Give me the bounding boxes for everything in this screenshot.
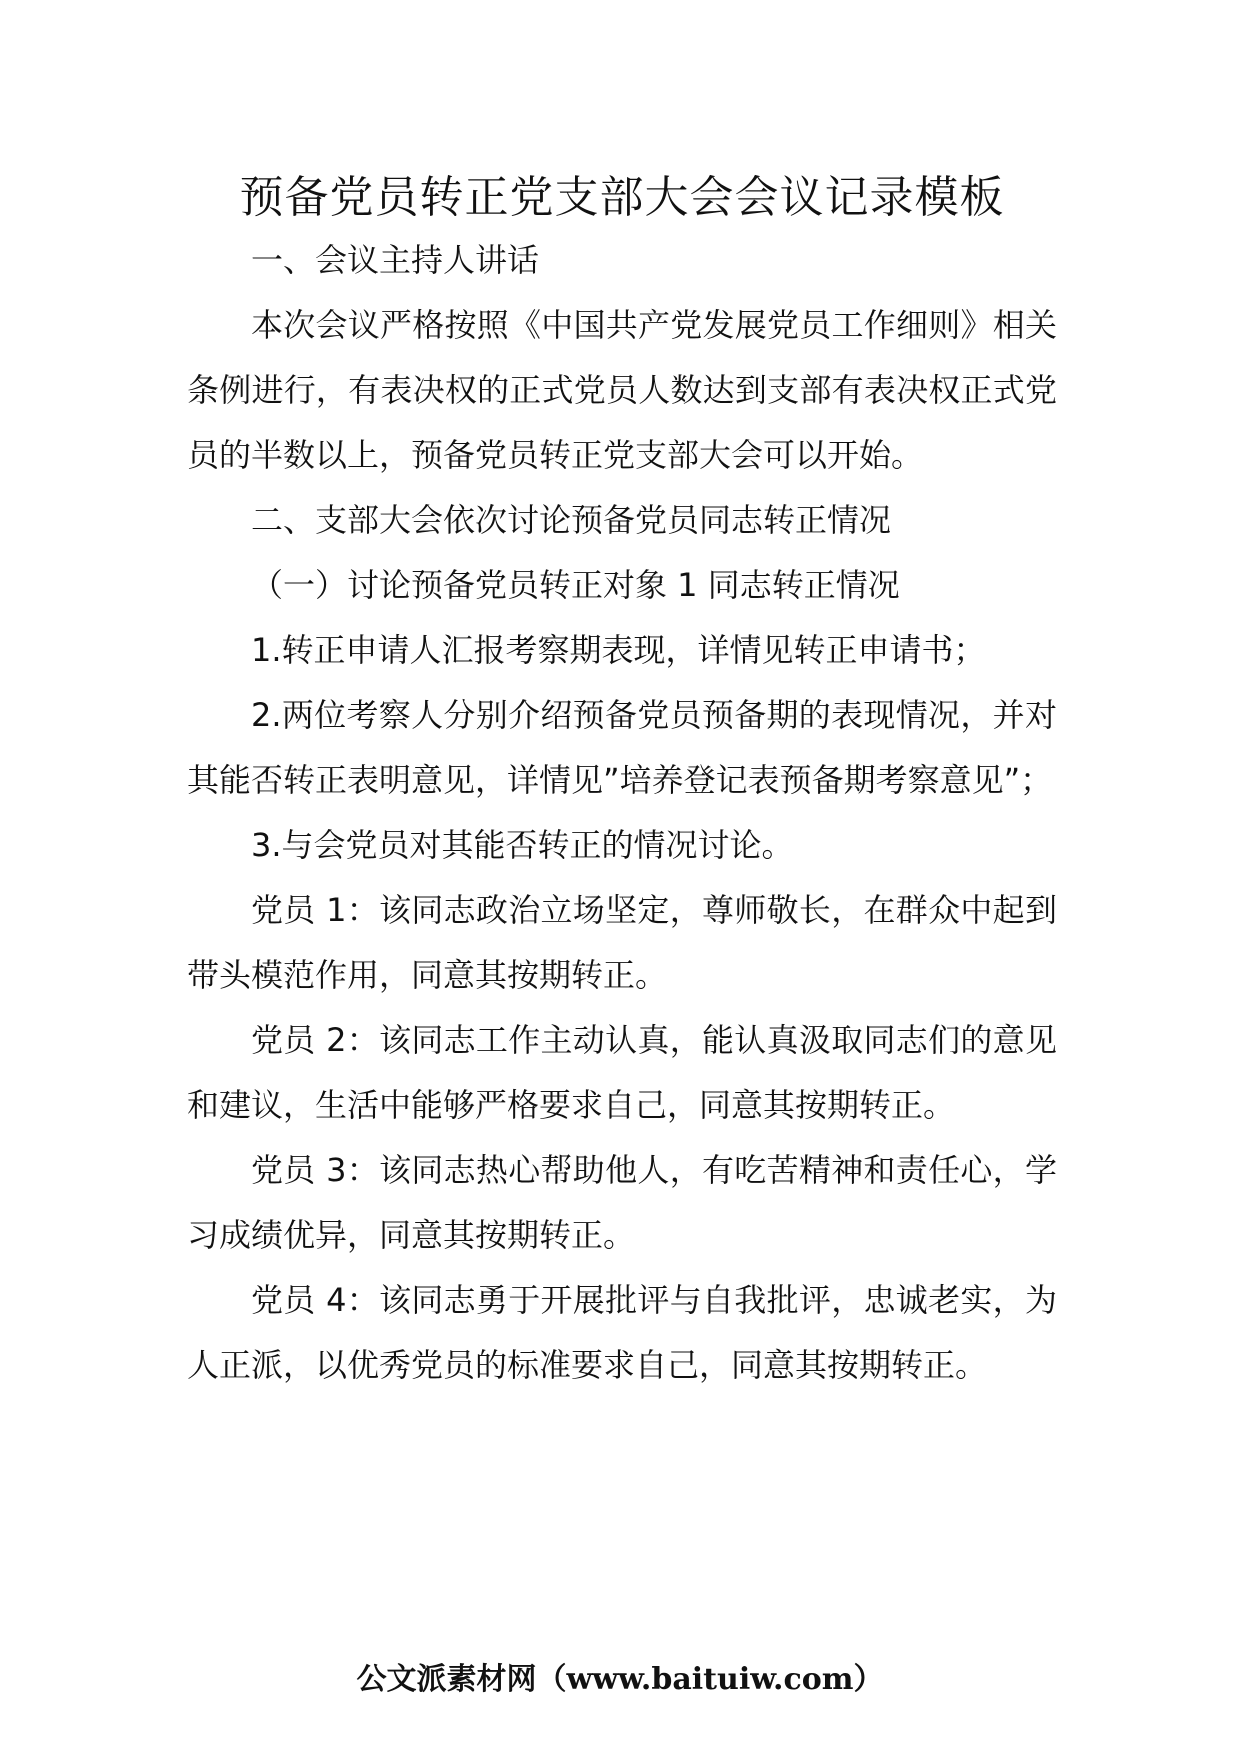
section-heading-discussion: 二、支部大会依次讨论预备党员同志转正情况 — [251, 501, 892, 539]
paragraph-member-4-opinion: 党员 4：该同志勇于开展批评与自我批评，忠诚老实，为人正派，以优秀党员的标准要求自己，同意其按期转正。 — [187, 1281, 1057, 1384]
paragraph-item-3: 3.与会党员对其能否转正的情况讨论。 — [251, 826, 794, 864]
paragraph-member-3-opinion: 党员 3：该同志热心帮助他人，有吃苦精神和责任心，学习成绩优异，同意其按期转正。 — [187, 1151, 1057, 1254]
footer-watermark: 公文派素材网（www.baituiw.com） — [356, 1662, 884, 1697]
document-body — [187, 168, 1057, 1398]
section-heading-host-speech: 一、会议主持人讲话 — [251, 241, 540, 279]
paragraph-member-2-opinion: 党员 2：该同志工作主动认真，能认真汲取同志们的意见和建议，生活中能够严格要求自己，同意其按期转正。 — [187, 1021, 1057, 1124]
paragraph-member-1-opinion: 党员 1：该同志政治立场坚定，尊师敬长，在群众中起到带头模范作用，同意其按期转正。 — [187, 891, 1057, 994]
document-title: 预备党员转正党支部大会会议记录模板 — [239, 172, 1005, 223]
paragraph-item-2: 2.两位考察人分别介绍预备党员预备期的表现情况，并对其能否转正表明意见，详情见”培养登记表预备期考察意见”； — [187, 696, 1057, 799]
paragraph-meeting-opening: 本次会议严格按照《中国共产党发展党员工作细则》相关条例进行，有表决权的正式党员人数达到支部有表决权正式党员的半数以上，预备党员转正党支部大会可以开始。 — [187, 306, 1057, 474]
paragraph-item-1: 1.转正申请人汇报考察期表现，详情见转正申请书； — [251, 631, 986, 669]
subsection-heading-candidate-1: （一）讨论预备党员转正对象 1 同志转正情况 — [251, 566, 900, 604]
